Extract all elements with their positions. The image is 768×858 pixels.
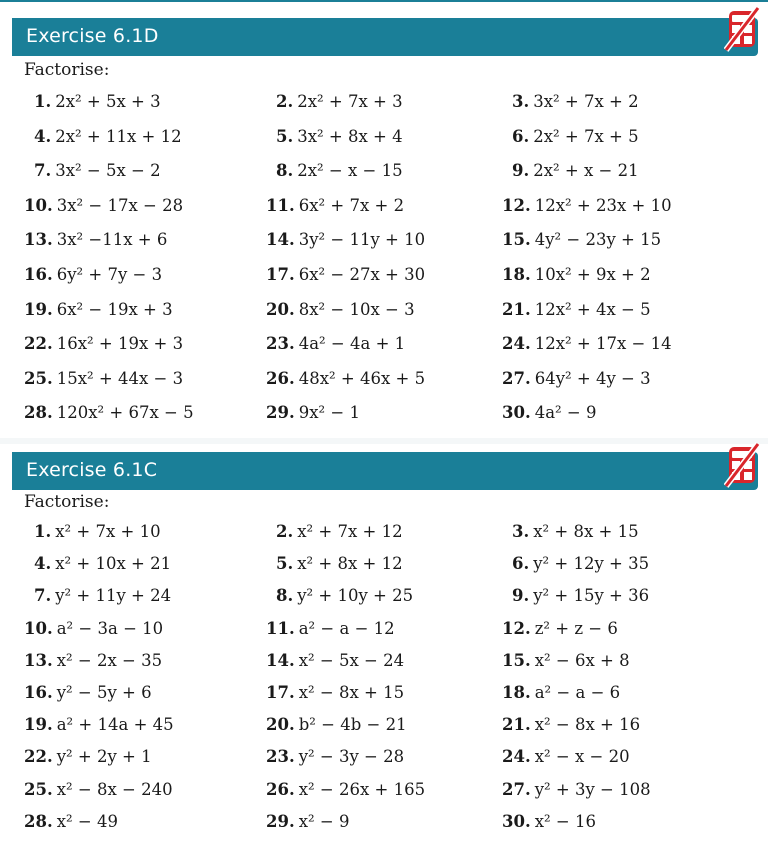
question-item [276,92,403,112]
question-item [34,586,171,606]
question-number: 10. [24,618,53,638]
question-item [266,683,404,703]
question-expression: x² − 49 [56,811,118,831]
question-expression: x² + 8x + 15 [533,522,639,541]
question-number: 25. [24,368,53,388]
question-number: 19. [24,299,53,319]
question-expression: y² − 5y + 6 [56,683,152,702]
question-number: 3. [512,522,530,541]
question-number: 11. [266,618,295,638]
question-item [502,265,651,285]
question-item [24,196,183,216]
question-item [502,230,661,250]
question-item [266,369,425,389]
question-expression: y² + 3y − 108 [534,779,651,799]
question-expression: a² − a − 12 [298,618,395,638]
question-item [266,780,425,800]
question-item [502,369,651,389]
question-number: 29. [266,811,295,831]
question-expression: 3x² − 5x − 2 [55,161,161,181]
question-expression: 6y² + 7y − 3 [56,265,163,284]
question-item [34,92,161,112]
question-item [266,403,360,423]
question-expression: 6x² − 27x + 30 [298,265,426,284]
question-item [502,196,672,216]
question-number: 8. [276,161,294,181]
exercise-6-1c [0,446,768,858]
question-number: 27. [502,779,531,799]
question-expression: y² + 12y + 35 [533,554,650,574]
question-expression: 12x² + 23x + 10 [534,195,672,215]
question-number: 22. [24,334,53,354]
question-number: 10. [24,195,53,215]
question-expression: 6x² + 7x + 2 [298,195,405,215]
question-number: 26. [266,779,295,799]
question-item [24,683,152,703]
question-expression: x² + 7x + 10 [55,522,161,541]
question-item [266,230,425,250]
question-item [502,683,620,703]
question-number: 2. [276,522,294,541]
question-item [24,715,174,735]
question-number: 29. [266,403,295,423]
question-expression: a² − a − 6 [534,683,621,702]
question-item [276,522,403,542]
question-expression: y² + 15y + 36 [533,586,650,606]
question-number: 23. [266,747,295,767]
question-number: 7. [34,161,52,181]
question-expression: x² − 8x − 240 [56,779,173,799]
question-item [276,161,403,181]
question-number: 9. [512,586,530,606]
question-number: 21. [502,715,531,735]
question-expression: 6x² − 19x + 3 [56,299,173,319]
question-number: 14. [266,230,295,250]
question-expression: 2x² + 7x + 5 [533,126,639,146]
question-item [502,651,630,671]
question-expression: 4y² − 23y + 15 [534,230,662,250]
question-expression: b² − 4b − 21 [298,715,407,735]
question-number: 21. [502,299,531,319]
question-expression: x² − 8x + 16 [534,715,641,735]
question-item [266,715,407,735]
instruction-text: Factorise: [24,60,110,80]
question-number: 20. [266,715,295,735]
exercise-6-1d [0,10,768,440]
question-item [34,127,182,147]
question-number: 13. [24,230,53,250]
question-number: 30. [502,403,531,423]
question-expression: 3x² − 17x − 28 [56,195,184,215]
question-number: 28. [24,811,53,831]
question-expression: a² − 3a − 10 [56,618,164,638]
question-number: 15. [502,650,531,670]
exercise-banner [12,18,758,56]
question-item [24,780,173,800]
question-expression: x² + 10x + 21 [55,554,172,574]
question-expression: 9x² − 1 [298,403,360,423]
no-calculator-icon [724,442,760,488]
question-expression: y² + 11y + 24 [55,586,172,606]
question-number: 12. [502,195,531,215]
question-item [266,334,405,354]
question-number: 27. [502,368,531,388]
question-number: 26. [266,368,295,388]
question-number: 9. [512,161,530,181]
question-item [34,161,161,181]
question-expression: 8x² − 10x − 3 [298,299,415,319]
question-expression: x² + 8x + 12 [297,554,403,574]
question-item [502,715,640,735]
question-expression: x² − 16 [534,811,596,831]
question-item [266,196,404,216]
question-item [502,619,618,639]
question-item [276,127,403,147]
question-item [24,747,152,767]
question-item [266,651,404,671]
question-expression: 2x² + 5x + 3 [55,92,161,111]
question-number: 18. [502,265,531,284]
question-expression: x² − 8x + 15 [298,683,405,702]
question-number: 17. [266,683,295,702]
question-number: 20. [266,299,295,319]
question-expression: 2x² + 11x + 12 [55,126,182,146]
question-item [266,300,415,320]
question-expression: 3y² − 11y + 10 [298,230,426,250]
question-expression: 10x² + 9x + 2 [534,265,651,284]
question-item [266,619,395,639]
exercise-title: Exercise 6.1D [26,25,159,47]
question-number: 24. [502,334,531,354]
question-expression: 16x² + 19x + 3 [56,334,184,354]
question-item [266,747,404,767]
question-expression: 12x² + 4x − 5 [534,299,651,319]
instruction-text: Factorise: [24,492,110,512]
exercise-title: Exercise 6.1C [26,459,158,481]
question-item [276,554,403,574]
exercise-banner [12,452,758,490]
question-number: 25. [24,779,53,799]
question-item [502,780,651,800]
question-item [34,554,171,574]
question-number: 28. [24,403,53,423]
question-number: 22. [24,747,53,767]
question-expression: x² − x − 20 [534,747,630,767]
top-rule [0,0,768,2]
question-number: 19. [24,715,53,735]
question-number: 6. [512,126,530,146]
question-item [512,127,639,147]
question-expression: 2x² + 7x + 3 [297,92,403,111]
question-number: 4. [34,126,52,146]
question-item [276,586,413,606]
question-item [502,747,630,767]
question-number: 8. [276,586,294,606]
question-expression: 64y² + 4y − 3 [534,368,651,388]
question-item [512,161,639,181]
question-item [512,586,649,606]
no-calculator-icon [724,6,760,52]
question-item [502,403,596,423]
question-expression: x² − 6x + 8 [534,650,630,670]
question-expression: 3x² −11x + 6 [56,230,168,250]
question-expression: y² − 3y − 28 [298,747,405,767]
question-expression: 48x² + 46x + 5 [298,368,426,388]
question-number: 15. [502,230,531,250]
question-number: 23. [266,334,295,354]
question-expression: x² + 7x + 12 [297,522,403,541]
question-number: 5. [276,554,294,574]
question-expression: 15x² + 44x − 3 [56,368,184,388]
question-expression: x² − 9 [298,811,350,831]
question-item [266,265,425,285]
question-item [24,300,173,320]
question-item [24,403,194,423]
question-expression: 4a² − 9 [534,403,597,423]
question-expression: y² + 10y + 25 [297,586,414,606]
question-expression: 12x² + 17x − 14 [534,334,672,354]
question-item [502,334,672,354]
question-number: 18. [502,683,531,702]
question-item [24,334,183,354]
question-expression: 2x² + x − 21 [533,161,639,181]
question-number: 30. [502,811,531,831]
question-number: 2. [276,92,294,111]
question-number: 1. [34,522,52,541]
question-item [512,554,649,574]
question-item [502,812,596,832]
question-item [24,369,183,389]
question-number: 1. [34,92,52,111]
question-number: 14. [266,650,295,670]
question-expression: a² + 14a + 45 [56,715,174,735]
section-separator [0,438,768,444]
question-item [502,300,651,320]
question-item [512,92,639,112]
question-expression: 4a² − 4a + 1 [298,334,406,354]
question-item [24,651,162,671]
question-number: 13. [24,650,53,670]
question-expression: 2x² − x − 15 [297,161,403,181]
question-number: 16. [24,683,53,702]
question-expression: x² − 2x − 35 [56,650,163,670]
question-item [34,522,161,542]
question-item [24,265,162,285]
question-item [24,230,167,250]
question-item [24,619,163,639]
question-number: 5. [276,126,294,146]
question-number: 24. [502,747,531,767]
question-item [512,522,639,542]
question-number: 16. [24,265,53,284]
question-item [24,812,118,832]
question-number: 6. [512,554,530,574]
question-item [266,812,349,832]
question-expression: z² + z − 6 [534,618,618,638]
question-expression: 3x² + 7x + 2 [533,92,639,111]
question-number: 3. [512,92,530,111]
question-expression: 120x² + 67x − 5 [56,403,194,423]
question-number: 7. [34,586,52,606]
question-number: 4. [34,554,52,574]
question-expression: x² − 5x − 24 [298,650,405,670]
question-expression: 3x² + 8x + 4 [297,126,403,146]
question-expression: y² + 2y + 1 [56,747,152,767]
question-number: 12. [502,618,531,638]
question-number: 11. [266,195,295,215]
question-number: 17. [266,265,295,284]
question-expression: x² − 26x + 165 [298,779,426,799]
